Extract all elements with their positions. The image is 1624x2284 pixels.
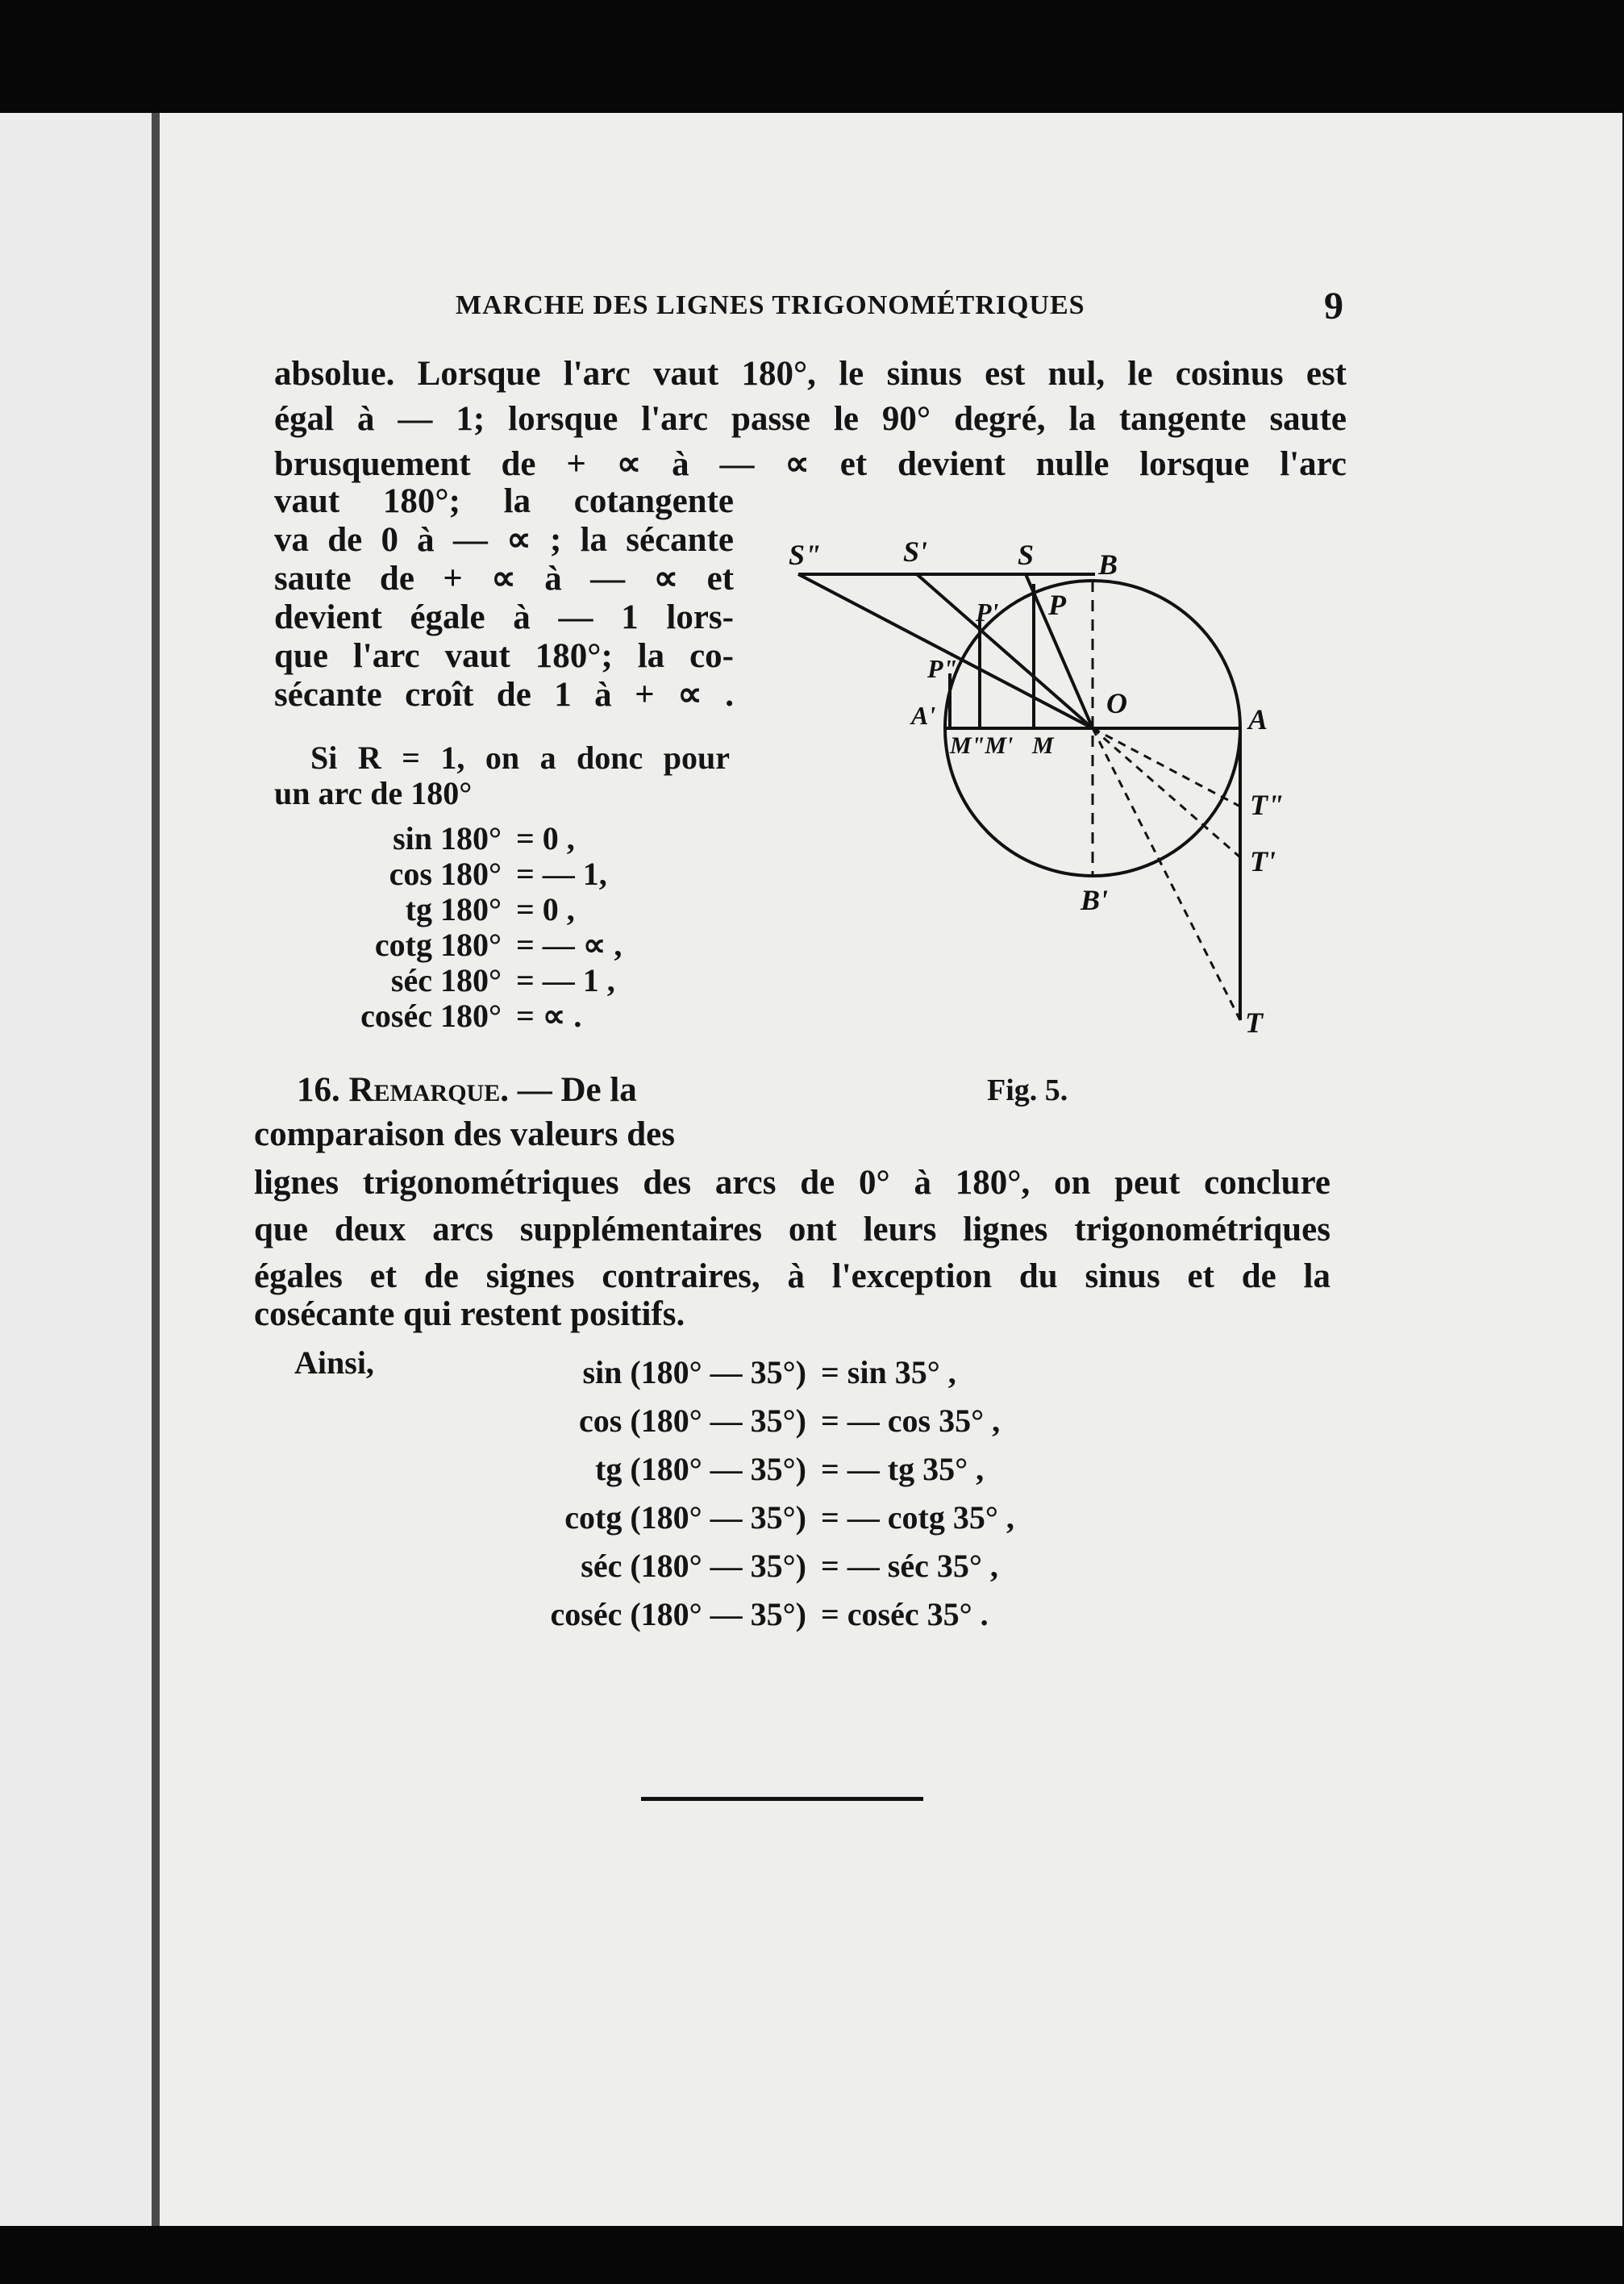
ainsi-rhs: = — tg 35° ,: [821, 1451, 985, 1487]
section-end-rule: [641, 1797, 923, 1801]
page-spine: [152, 113, 160, 2226]
tangent-t1: [1093, 728, 1240, 857]
ainsi-lhs: coséc (180° — 35°): [550, 1596, 806, 1632]
ainsi-lhs: cos (180° — 35°): [579, 1402, 806, 1439]
page-number: 9: [1324, 285, 1343, 327]
remark-title: Remarque.: [348, 1071, 509, 1109]
intro-line: brusquement de + ∝ à — ∝ et devient nulle lorsque l'arc: [274, 445, 1347, 483]
value-180-lhs: cos 180°: [389, 856, 502, 892]
ainsi-lhs: sin (180° — 35°): [582, 1354, 806, 1390]
value-180-lhs: séc 180°: [390, 962, 502, 998]
label-m: M: [1032, 732, 1054, 759]
label-a: A: [1248, 703, 1268, 736]
remark-line: cosécante qui restent positifs.: [254, 1295, 685, 1333]
remark-number: 16.: [297, 1071, 340, 1109]
ainsi-rhs: = — cos 35° ,: [821, 1402, 1001, 1439]
remark-line: lignes trigonométriques des arcs de 0° à 180°, on peut conclure: [254, 1164, 1330, 1202]
remark-line: égales et de signes contraires, à l'exception du sinus et de la: [254, 1257, 1330, 1295]
ainsi-lhs: séc (180° — 35°): [581, 1548, 806, 1584]
side-line: que l'arc vaut 180°; la co-: [274, 637, 734, 675]
value-180-rhs: = ∝ .: [516, 998, 582, 1034]
label-s: S: [1018, 539, 1035, 571]
intro-line: absolue. Lorsque l'arc vaut 180°, le sinus est nul, le cosinus est: [274, 355, 1347, 393]
trig-circle-figure: [774, 516, 1322, 1057]
side-line: devient égale à — 1 lors-: [274, 598, 734, 636]
label-a-prime: A': [911, 701, 936, 730]
remark-heading: [297, 1073, 637, 1107]
value-180-rhs: = 0 ,: [516, 891, 575, 927]
label-b: B: [1098, 548, 1118, 581]
ainsi-rhs: = — cotg 35° ,: [821, 1499, 1014, 1536]
value-180-rhs: = — 1 ,: [516, 962, 615, 998]
ainsi-lhs: tg (180° — 35°): [595, 1451, 806, 1487]
remark-line: comparaison des valeurs des: [254, 1115, 675, 1153]
label-b-prime: B': [1081, 884, 1109, 916]
remark-line: que deux arcs supplémentaires ont leurs lignes trigonométriques: [254, 1211, 1330, 1248]
side-line: saute de + ∝ à — ∝ et: [274, 560, 734, 598]
facing-page-edge: [0, 113, 157, 2226]
value-180-rhs: = — 1,: [516, 856, 607, 892]
value-180-lhs: sin 180°: [393, 820, 502, 856]
label-p: P: [1048, 589, 1066, 621]
label-t: T: [1245, 1007, 1263, 1039]
running-header: MARCHE DES LIGNES TRIGONOMÉTRIQUES: [456, 290, 1085, 320]
ainsi-lhs: cotg (180° — 35°): [564, 1499, 806, 1536]
ainsi-rhs: = sin 35° ,: [821, 1354, 956, 1390]
si-line: Si R = 1, on a donc pour: [310, 740, 730, 776]
value-180-rhs: = — ∝ ,: [516, 927, 623, 963]
side-line: vaut 180°; la cotangente: [274, 482, 734, 520]
tangent-t2: [1093, 728, 1240, 806]
value-180-lhs: tg 180°: [405, 891, 502, 927]
si-line: un arc de 180°: [274, 775, 473, 811]
value-180-lhs: cotg 180°: [374, 927, 502, 963]
label-o: O: [1106, 687, 1127, 719]
label-p2: P": [927, 654, 958, 683]
label-p1: P': [976, 598, 999, 627]
remark-first-line: — De la: [517, 1071, 637, 1109]
ainsi-rhs: = — séc 35° ,: [821, 1548, 998, 1584]
label-t2: T": [1250, 789, 1284, 821]
label-m2-m1: M"M': [950, 732, 1014, 759]
label-s2: S": [789, 539, 822, 571]
label-s1: S': [903, 536, 928, 568]
value-180-rhs: = 0 ,: [516, 820, 575, 856]
side-line: va de 0 à — ∝ ; la sécante: [274, 521, 734, 559]
side-line: sécante croît de 1 à + ∝ .: [274, 676, 734, 714]
figure-caption: Fig. 5.: [987, 1073, 1068, 1107]
ainsi-rhs: = coséc 35° .: [821, 1596, 989, 1632]
value-180-lhs: coséc 180°: [360, 998, 502, 1034]
label-t1: T': [1250, 845, 1276, 877]
intro-line: égal à — 1; lorsque l'arc passe le 90° degré, la tangente saute: [274, 400, 1347, 438]
ainsi-label: Ainsi,: [294, 1344, 374, 1381]
